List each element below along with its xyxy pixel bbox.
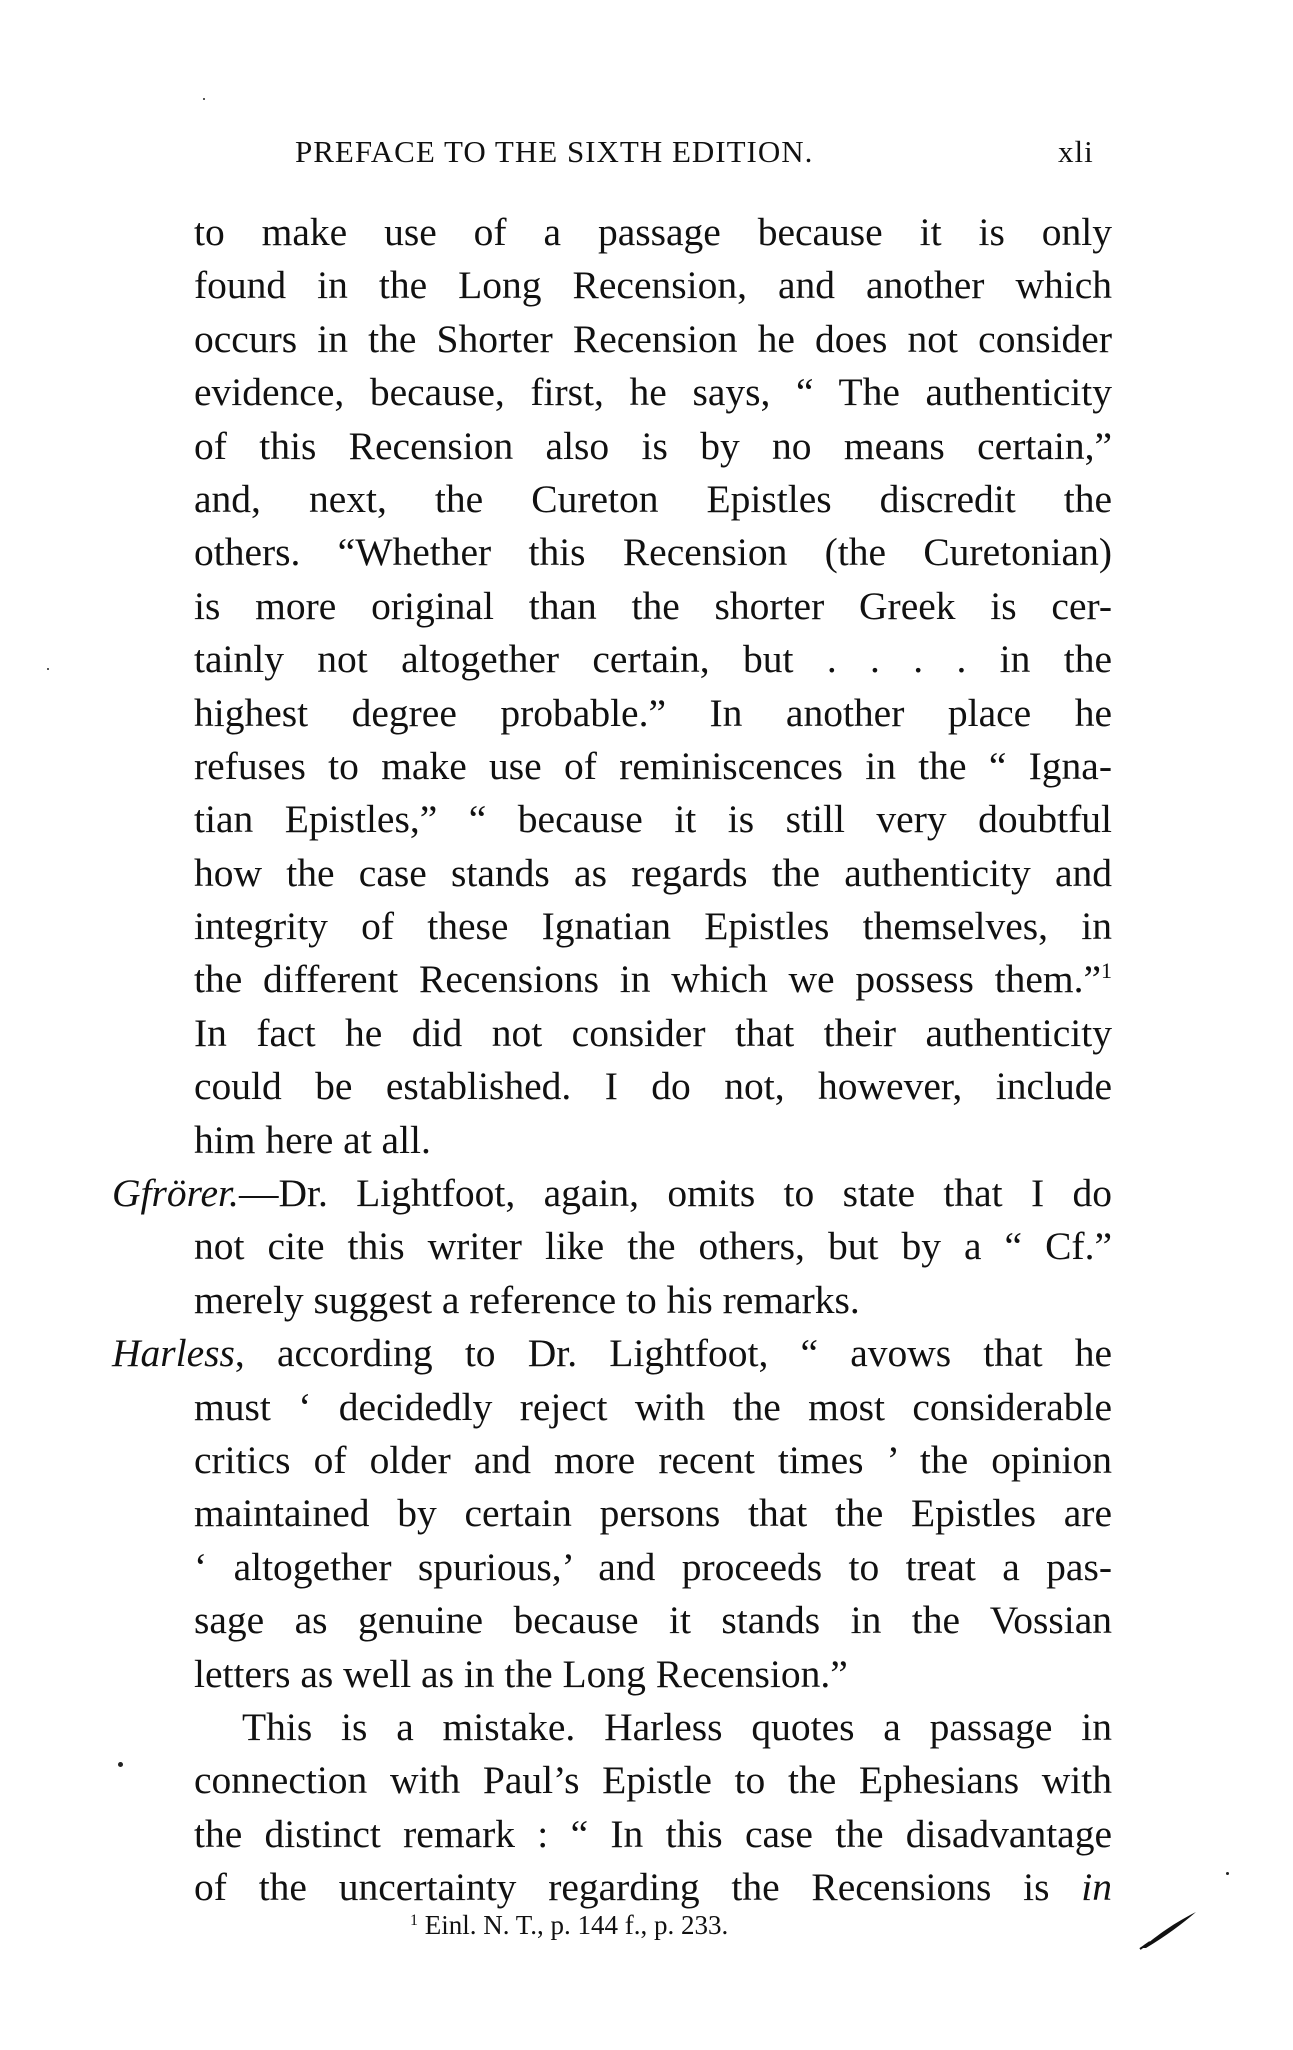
text-line: tainly not altogether certain, but . . . . in the [194, 637, 1112, 682]
emphasis-word: in [1081, 1865, 1112, 1910]
text-line: is more original than the shorter Greek is cer- [194, 583, 1112, 628]
text-line: not cite this writer like the others, but by a “ Cf.” [194, 1224, 1112, 1269]
footnote-text: Einl. N. T., p. 144 f., p. 233. [424, 1910, 729, 1940]
text-line: could be established. I do not, however, include [194, 1064, 1112, 1109]
text-line: merely suggest a reference to his remarks. [194, 1277, 860, 1322]
text-line: must ‘ decidedly reject with the most considerable [194, 1384, 1112, 1429]
name-harless: Harless [112, 1331, 235, 1376]
text-line: of this Recension also is by no means certain,” [194, 423, 1112, 468]
page-number: xli [1058, 134, 1094, 169]
text-line: connection with Paul’s Epistle to the Ephesians with [194, 1758, 1112, 1803]
text-line: tian Epistles,” “ because it is still very doubtful [194, 797, 1112, 842]
text-line: highest degree probable.” In another place he [194, 690, 1112, 735]
text-line: integrity of these Ignatian Epistles themselves, in [194, 904, 1112, 949]
text-line-body: , according to Dr. Lightfoot, “ avows that he [234, 1331, 1112, 1376]
text-line: refuses to make use of reminiscences in the “ Igna- [194, 743, 1112, 788]
text-line: letters as well as in the Long Recension.” [194, 1651, 848, 1696]
text-line [112, 1327, 1112, 1380]
footnote-marker: 1 [410, 1912, 418, 1929]
text-line: evidence, because, first, he says, “ The authenticity [194, 370, 1112, 415]
running-head [295, 134, 1095, 174]
text-line: how the case stands as regards the authenticity and [194, 850, 1112, 895]
ink-speck [118, 1762, 123, 1767]
text-line: critics of older and more recent times ’ the opinion [194, 1437, 1112, 1482]
text-line: the distinct remark : “ In this case the disadvantage [194, 1811, 1112, 1856]
text-line: In fact he did not consider that their authenticity [194, 1010, 1112, 1055]
text-line: occurs in the Shorter Recension he does not consider [194, 316, 1112, 361]
text-line: found in the Long Recension, and another which [194, 263, 1112, 308]
ink-speck [47, 668, 49, 670]
footnote-reference: 1 [1101, 958, 1112, 984]
text-line-body: —Dr. Lightfoot, again, omits to state that I do [238, 1171, 1112, 1216]
ink-speck [1226, 1872, 1229, 1875]
text-line: ‘ altogether spurious,’ and proceeds to treat a pas- [194, 1544, 1112, 1589]
text-line-body: the different Recensions in which we possess them.” [194, 957, 1101, 1002]
text-line [112, 1167, 1112, 1220]
text-line: him here at all. [194, 1117, 431, 1162]
running-head-title: PREFACE TO THE SIXTH EDITION. [295, 134, 814, 169]
text-line: others. “Whether this Recension (the Curetonian) [194, 530, 1112, 575]
ink-speck [203, 98, 205, 100]
body-text [112, 206, 1112, 1915]
name-gfrorer: Gfrörer. [112, 1171, 239, 1216]
text-line: sage as genuine because it stands in the Vossian [194, 1598, 1112, 1643]
footnote [410, 1910, 728, 1941]
text-line [112, 1861, 1112, 1914]
text-line: and, next, the Cureton Epistles discredit the [194, 476, 1112, 521]
text-line: This is a mistake. Harless quotes a passage in [242, 1704, 1112, 1749]
quill-mark-icon [1138, 1906, 1200, 1950]
text-line [112, 953, 1112, 1006]
text-line: to make use of a passage because it is only [194, 210, 1112, 254]
text-line-body: of the uncertainty regarding the Recensions is [194, 1865, 1082, 1910]
text-line: maintained by certain persons that the Epistles are [194, 1491, 1112, 1536]
